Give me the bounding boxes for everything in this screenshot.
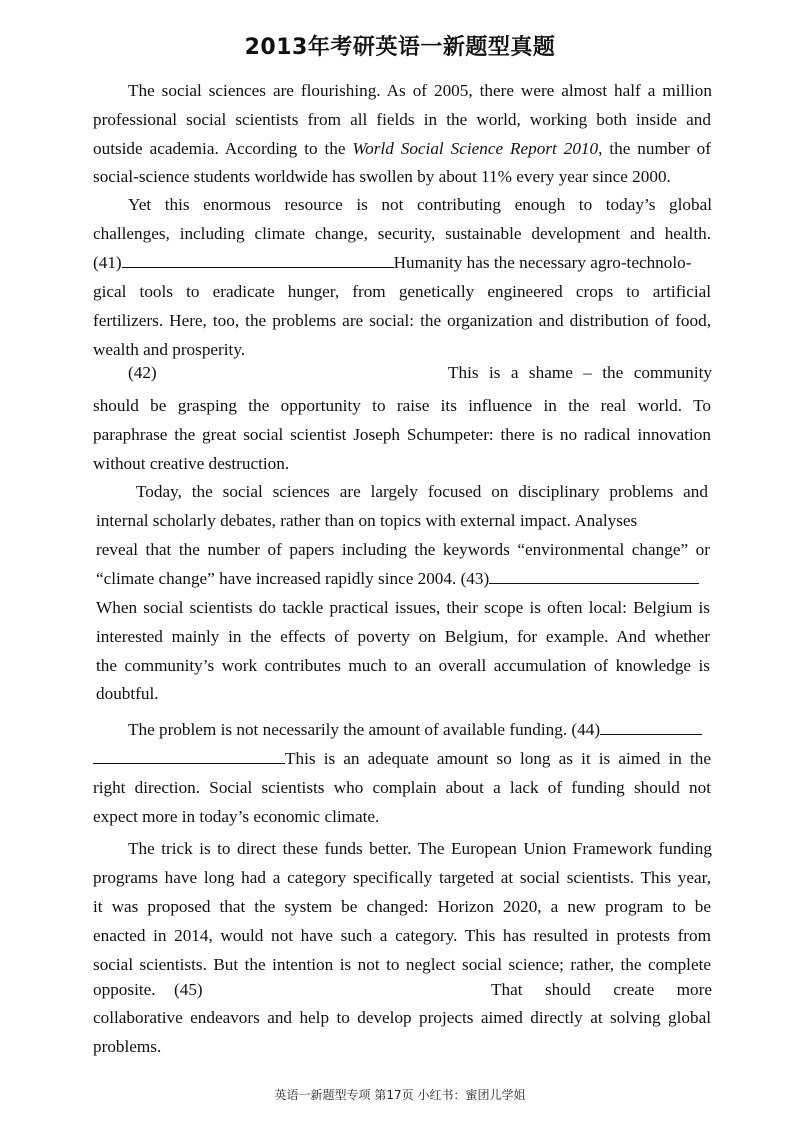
answer-blank-42[interactable]	[166, 358, 442, 378]
paragraph-3-line: This is a shame – the community	[448, 363, 712, 382]
paragraph-5-line: right direction. Social scientists who complain about a lack of funding should not	[93, 778, 711, 797]
answer-blank-44-cont[interactable]	[93, 745, 285, 764]
paragraph-6-line: enacted in 2014, would not have such a category. This has resulted in protests from	[93, 926, 711, 945]
paragraph-4-line: Today, the social sciences are largely focused on disciplinary problems and	[136, 482, 708, 501]
text-run: Humanity has the necessary agro-technolo-	[393, 253, 692, 272]
text-run: The problem is not necessarily the amount of available funding. (44)	[128, 720, 601, 739]
paragraph-2-line: wealth and prosperity.	[93, 340, 246, 359]
text-run: This is an adequate amount so long as it is aimed in the	[285, 749, 711, 768]
paragraph-2-line: fertilizers. Here, too, the problems are social: the organization and distribution of food,	[93, 311, 711, 330]
paragraph-6-line: The trick is to direct these funds better. The European Union Framework funding	[128, 839, 712, 858]
paragraph-6-line: opposite.	[93, 980, 156, 999]
paragraph-4-line: When social scientists do tackle practical issues, their scope is often local: Belgium is	[96, 598, 710, 617]
paragraph-5-line	[93, 744, 711, 773]
paragraph-4-line: interested mainly in the effects of poverty on Belgium, for example. And whether	[96, 627, 710, 646]
paragraph-4-line	[96, 564, 710, 593]
question-number-42: (42)	[128, 363, 157, 382]
report-title: World Social Science Report 2010	[352, 139, 599, 158]
text-run: outside academia. According to the	[93, 139, 353, 158]
paragraph-3-line: without creative destruction.	[93, 454, 290, 473]
paragraph-4-line: the community’s work contributes much to an overall accumulation of knowledge is	[96, 656, 710, 675]
answer-blank-45[interactable]	[214, 975, 486, 995]
paragraph-4-line: doubtful.	[96, 684, 159, 703]
paragraph-2-line	[93, 248, 711, 277]
answer-blank-44[interactable]	[600, 716, 702, 735]
paragraph-1-line: social-science students worldwide has swollen by about 11% every year since 2000.	[93, 167, 671, 186]
paragraph-1-line: professional social scientists from all fields in the world, working both inside and	[93, 110, 711, 129]
paragraph-1-line: The social sciences are flourishing. As of 2005, there were almost half a million	[128, 81, 712, 100]
answer-blank-41[interactable]	[122, 249, 394, 268]
paragraph-5-line: expect more in today’s economic climate.	[93, 807, 380, 826]
paragraph-5-line	[128, 715, 712, 744]
paragraph-6-line: problems.	[93, 1037, 162, 1056]
paragraph-6-line: social scientists. But the intention is not to neglect social science; rather, the complete	[93, 955, 711, 974]
paragraph-4-line: internal scholarly debates, rather than on topics with external impact. Analyses	[96, 511, 638, 530]
paragraph-6-line: collaborative endeavors and help to develop projects aimed directly at solving global	[93, 1008, 711, 1027]
page-title: 2013年考研英语一新题型真题	[244, 35, 556, 60]
answer-blank-43[interactable]	[489, 565, 699, 584]
text-run: “climate change” have increased rapidly since 2004. (43)	[96, 569, 490, 588]
paragraph-3-line: paraphrase the great social scientist Joseph Schumpeter: there is no radical innovation	[93, 425, 711, 444]
question-number-41: (41)	[93, 253, 122, 272]
paragraph-4-line: reveal that the number of papers including the keywords “environmental change” or	[96, 540, 710, 559]
page-footer: 英语一新题型专项 第17页 小红书：蜜团儿学姐	[274, 1088, 526, 1102]
paragraph-6-line: programs have long had a category specifically targeted at social scientists. This year,	[93, 868, 711, 887]
paragraph-1-line	[93, 134, 711, 163]
paragraph-2-line: challenges, including climate change, security, sustainable development and health.	[93, 224, 711, 243]
paragraph-2-line: Yet this enormous resource is not contributing enough to today’s global	[128, 195, 712, 214]
paragraph-6-line: it was proposed that the system be changed: Horizon 2020, a new program to be	[93, 897, 711, 916]
question-number-45: (45)	[174, 980, 203, 999]
paragraph-2-line: gical tools to eradicate hunger, from genetically engineered crops to artificial	[93, 282, 711, 301]
text-run: , the number of	[598, 139, 711, 158]
paragraph-6-line: That should create more	[491, 980, 712, 999]
paragraph-3-line: should be grasping the opportunity to raise its influence in the real world. To	[93, 396, 711, 415]
